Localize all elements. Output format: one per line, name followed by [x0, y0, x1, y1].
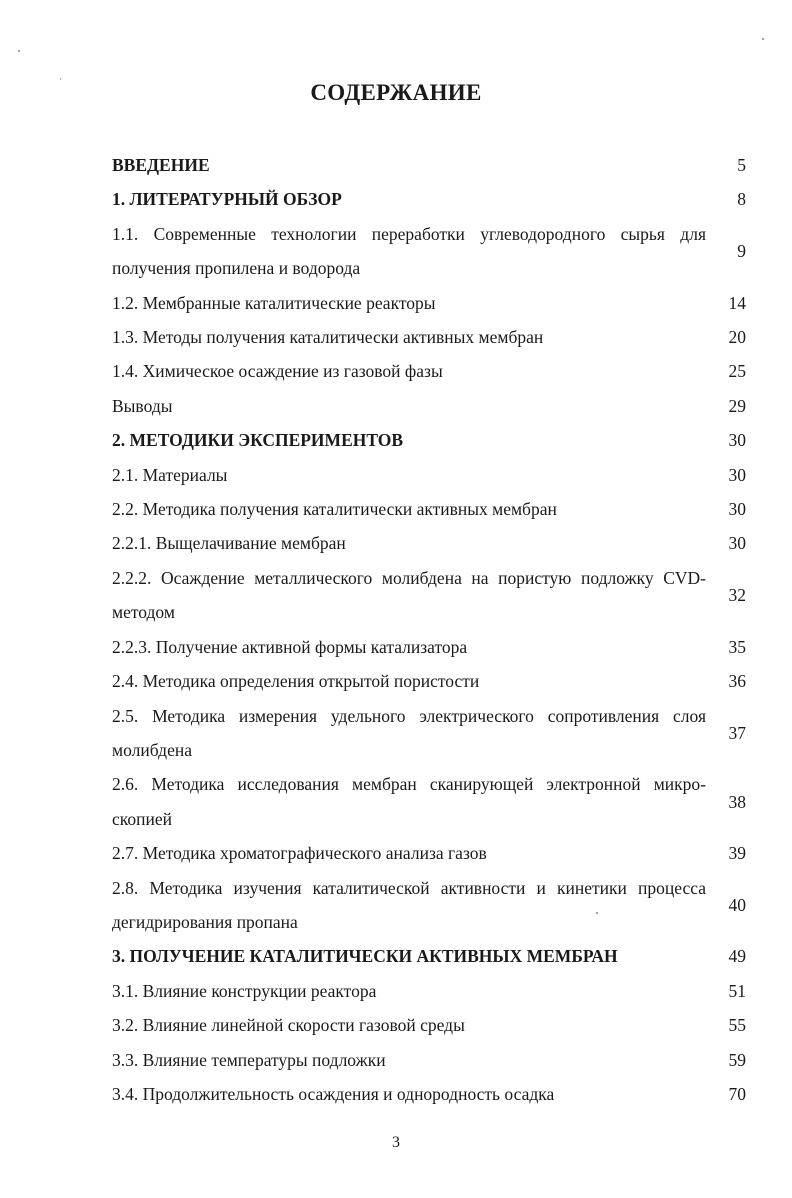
toc-entry-page: 38: [728, 791, 746, 812]
toc-entry-title: Выводы: [112, 395, 173, 416]
toc-entry-title: 3.3. Влияние температуры подложки: [112, 1049, 386, 1070]
toc-entry: [112, 630, 752, 664]
toc-entry-title: ВВЕДЕНИЕ: [112, 155, 210, 175]
toc-entry-page: 9: [737, 241, 746, 262]
toc-entry-title: 2.2. Методика получения каталитически активных мембран: [112, 499, 557, 520]
toc-entry-title: 1.4. Химическое осаждение из газовой фазы: [112, 361, 443, 382]
page-title: СОДЕРЖАНИЕ: [310, 80, 482, 105]
toc-entry-title: 3.1. Влияние конструкции реактора: [112, 980, 377, 1001]
toc-entry: [112, 836, 752, 870]
toc-entry-page: 14: [728, 292, 746, 313]
toc-entry: [112, 699, 752, 768]
toc-entry-title: 3. ПОЛУЧЕНИЕ КАТАЛИТИЧЕСКИ АКТИВНЫХ МЕМБРАН: [112, 946, 618, 967]
scan-speck: [596, 912, 598, 914]
toc-entry: [112, 871, 752, 940]
toc-entry: [112, 767, 752, 836]
toc-entry-title: 2.4. Методика определения открытой пористости: [112, 671, 480, 692]
toc-entry-title: 3.4. Продолжительность осаждения и однородность осадка: [112, 1083, 555, 1104]
page-number: 3: [392, 1134, 400, 1151]
toc-entry-page: 35: [728, 636, 746, 657]
toc-entry: [112, 939, 752, 973]
toc-entry: [112, 526, 752, 560]
toc-entry-title: 3.2. Влияние линейной скорости газовой среды: [112, 1015, 465, 1036]
scan-speck: [762, 38, 764, 40]
toc-entry-page: 39: [728, 843, 746, 864]
toc-entry-title: 1.3. Методы получения каталитически активных мембран: [112, 327, 544, 348]
scan-speck: [18, 50, 20, 52]
scan-speck: [60, 78, 61, 80]
toc-entry-title: 2.2.2. Осаждение металлического молибдена на пористую подложку CVD-методом: [112, 567, 706, 623]
toc-entry-title: 2.7. Методика хроматографического анализа газов: [112, 843, 487, 864]
toc-entry-page: 37: [728, 722, 746, 743]
toc-entry-page: 70: [728, 1083, 746, 1104]
toc-entry-page: 51: [728, 980, 746, 1001]
toc-entry: [112, 148, 752, 182]
toc-entry: [112, 320, 752, 354]
toc-entry-page: 36: [728, 671, 746, 692]
toc-entry-page: 40: [728, 894, 746, 915]
toc-entry-page: 30: [728, 464, 746, 485]
toc-entry: [112, 458, 752, 492]
toc-entry: [112, 354, 752, 388]
toc-entry-page: 20: [728, 327, 746, 348]
toc-entry: [112, 1008, 752, 1042]
toc-entry-title: 2. МЕТОДИКИ ЭКСПЕРИМЕНТОВ: [112, 430, 404, 451]
toc-entry: [112, 182, 752, 216]
toc-entry-title: 1.2. Мембранные каталитические реакторы: [112, 292, 436, 313]
table-of-contents: [112, 148, 752, 1111]
toc-entry-page: 30: [728, 499, 746, 520]
toc-entry-page: 5: [737, 155, 746, 175]
toc-entry: [112, 286, 752, 320]
toc-entry: [112, 389, 752, 423]
toc-entry: [112, 1043, 752, 1077]
toc-entry-title: 2.5. Методика измерения удельного электрического сопротивления слоя молибдена: [112, 705, 706, 760]
toc-entry-page: 59: [728, 1049, 746, 1070]
toc-entry: [112, 974, 752, 1008]
toc-entry: [112, 561, 752, 630]
toc-entry: [112, 423, 752, 457]
toc-entry-page: 25: [728, 361, 746, 382]
toc-entry-page: 49: [728, 946, 746, 967]
toc-entry-title: 1. ЛИТЕРАТУРНЫЙ ОБЗОР: [112, 189, 342, 210]
toc-entry-page: 32: [728, 585, 746, 606]
toc-entry: [112, 1077, 752, 1111]
toc-entry-title: 2.8. Методика изучения каталитической активности и кинетики процесса дегидрирования пропана: [112, 877, 706, 932]
toc-entry-title: 2.1. Материалы: [112, 464, 228, 485]
toc-entry-page: 30: [728, 533, 746, 554]
toc-entry-title: 2.2.1. Выщелачивание мембран: [112, 533, 346, 554]
toc-entry-page: 30: [728, 430, 746, 451]
toc-entry-page: 8: [737, 189, 746, 210]
toc-entry-title: 2.6. Методика исследования мембран сканирующей электронной микро-скопией: [112, 774, 706, 829]
toc-entry: [112, 217, 752, 286]
toc-entry-page: 55: [728, 1015, 746, 1036]
toc-entry-title: 2.2.3. Получение активной формы катализатора: [112, 636, 468, 657]
toc-entry-title: 1.1. Современные технологии переработки углеводородного сырья для получения пропилена и водорода: [112, 223, 706, 279]
toc-entry: [112, 492, 752, 526]
toc-entry: [112, 664, 752, 698]
toc-entry-page: 29: [728, 395, 746, 416]
